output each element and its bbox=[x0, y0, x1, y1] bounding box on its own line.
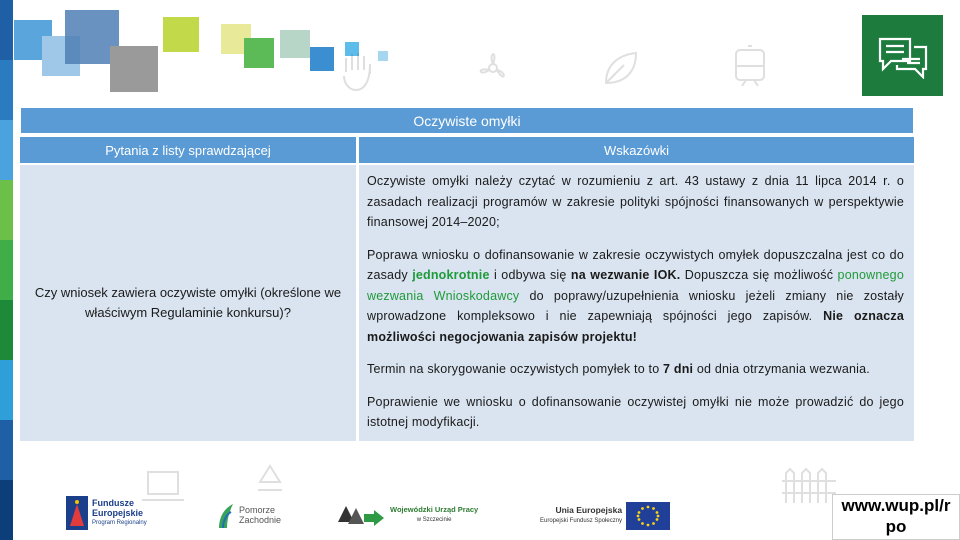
eu-funds-icon bbox=[66, 496, 88, 530]
hint-paragraph-1: Oczywiste omyłki należy czytać w rozumieniu z art. 43 ustawy z dnia 11 lipca 2014 r. o zasadach realizacji programów w zakresie polityki spójności finansowanych w perspektywie finansowej 2014–2020; bbox=[367, 174, 904, 229]
checklist-table bbox=[20, 107, 914, 441]
recycle-icon bbox=[250, 460, 290, 500]
leaf-icon bbox=[598, 45, 644, 91]
website-link[interactable]: www.wup.pl/r po bbox=[832, 494, 960, 540]
left-color-stripe bbox=[0, 0, 13, 540]
hand-icon bbox=[338, 48, 378, 94]
hint-paragraph-2: Poprawa wniosku o dofinansowanie w zakresie oczywistych omyłek dopuszczalna jest co do zasady jednokrotnie i odbywa się na wezwanie IOK. Dopuszcza się możliwość ponownego wezwania Wnioskodawcy do poprawy/uzupełnienia wniosku jeżeli zmiany nie zostały wprowadzone kompleksowo i nie zapewniają spójności jego zapisów. Nie oznacza możliwości negocjowania zapisów projektu! bbox=[367, 247, 904, 344]
logo-pomorze-zachodnie: Pomorze Zachodnie bbox=[215, 500, 281, 530]
logo-fundusze-europejskie: Fundusze Europejskie Program Regionalny bbox=[66, 496, 147, 530]
hint-paragraph-3: Termin na skorygowanie oczywistych pomyłek to to 7 dni od dnia otrzymania wezwania. bbox=[367, 362, 870, 376]
laptop-icon bbox=[140, 468, 186, 508]
windmill-icon bbox=[470, 45, 516, 91]
hint-paragraph-4: Poprawienie we wniosku o dofinansowanie oczywistej omyłki nie może prowadzić do jego istotnej modyfikacji. bbox=[367, 394, 904, 429]
chat-badge bbox=[862, 15, 943, 96]
question-cell: Czy wniosek zawiera oczywiste omyłki (określone we właściwym Regulaminie konkursu)? bbox=[20, 165, 356, 441]
pomorze-icon bbox=[215, 500, 237, 530]
logo-unia-europejska: Unia Europejska Europejski Fundusz Społeczny bbox=[540, 502, 670, 530]
hints-cell bbox=[359, 165, 914, 441]
wup-icon bbox=[338, 502, 384, 528]
logo-wup-szczecin: Wojewódzki Urząd Pracy w Szczecinie bbox=[338, 502, 478, 528]
table-title: Oczywiste omyłki bbox=[20, 107, 914, 134]
header-questions: Pytania z listy sprawdzającej bbox=[20, 137, 356, 163]
header-hints: Wskazówki bbox=[359, 137, 914, 163]
train-icon bbox=[728, 42, 772, 92]
eu-flag-icon bbox=[626, 502, 670, 530]
fence-icon bbox=[780, 465, 840, 505]
chat-bubbles-icon bbox=[877, 33, 929, 79]
